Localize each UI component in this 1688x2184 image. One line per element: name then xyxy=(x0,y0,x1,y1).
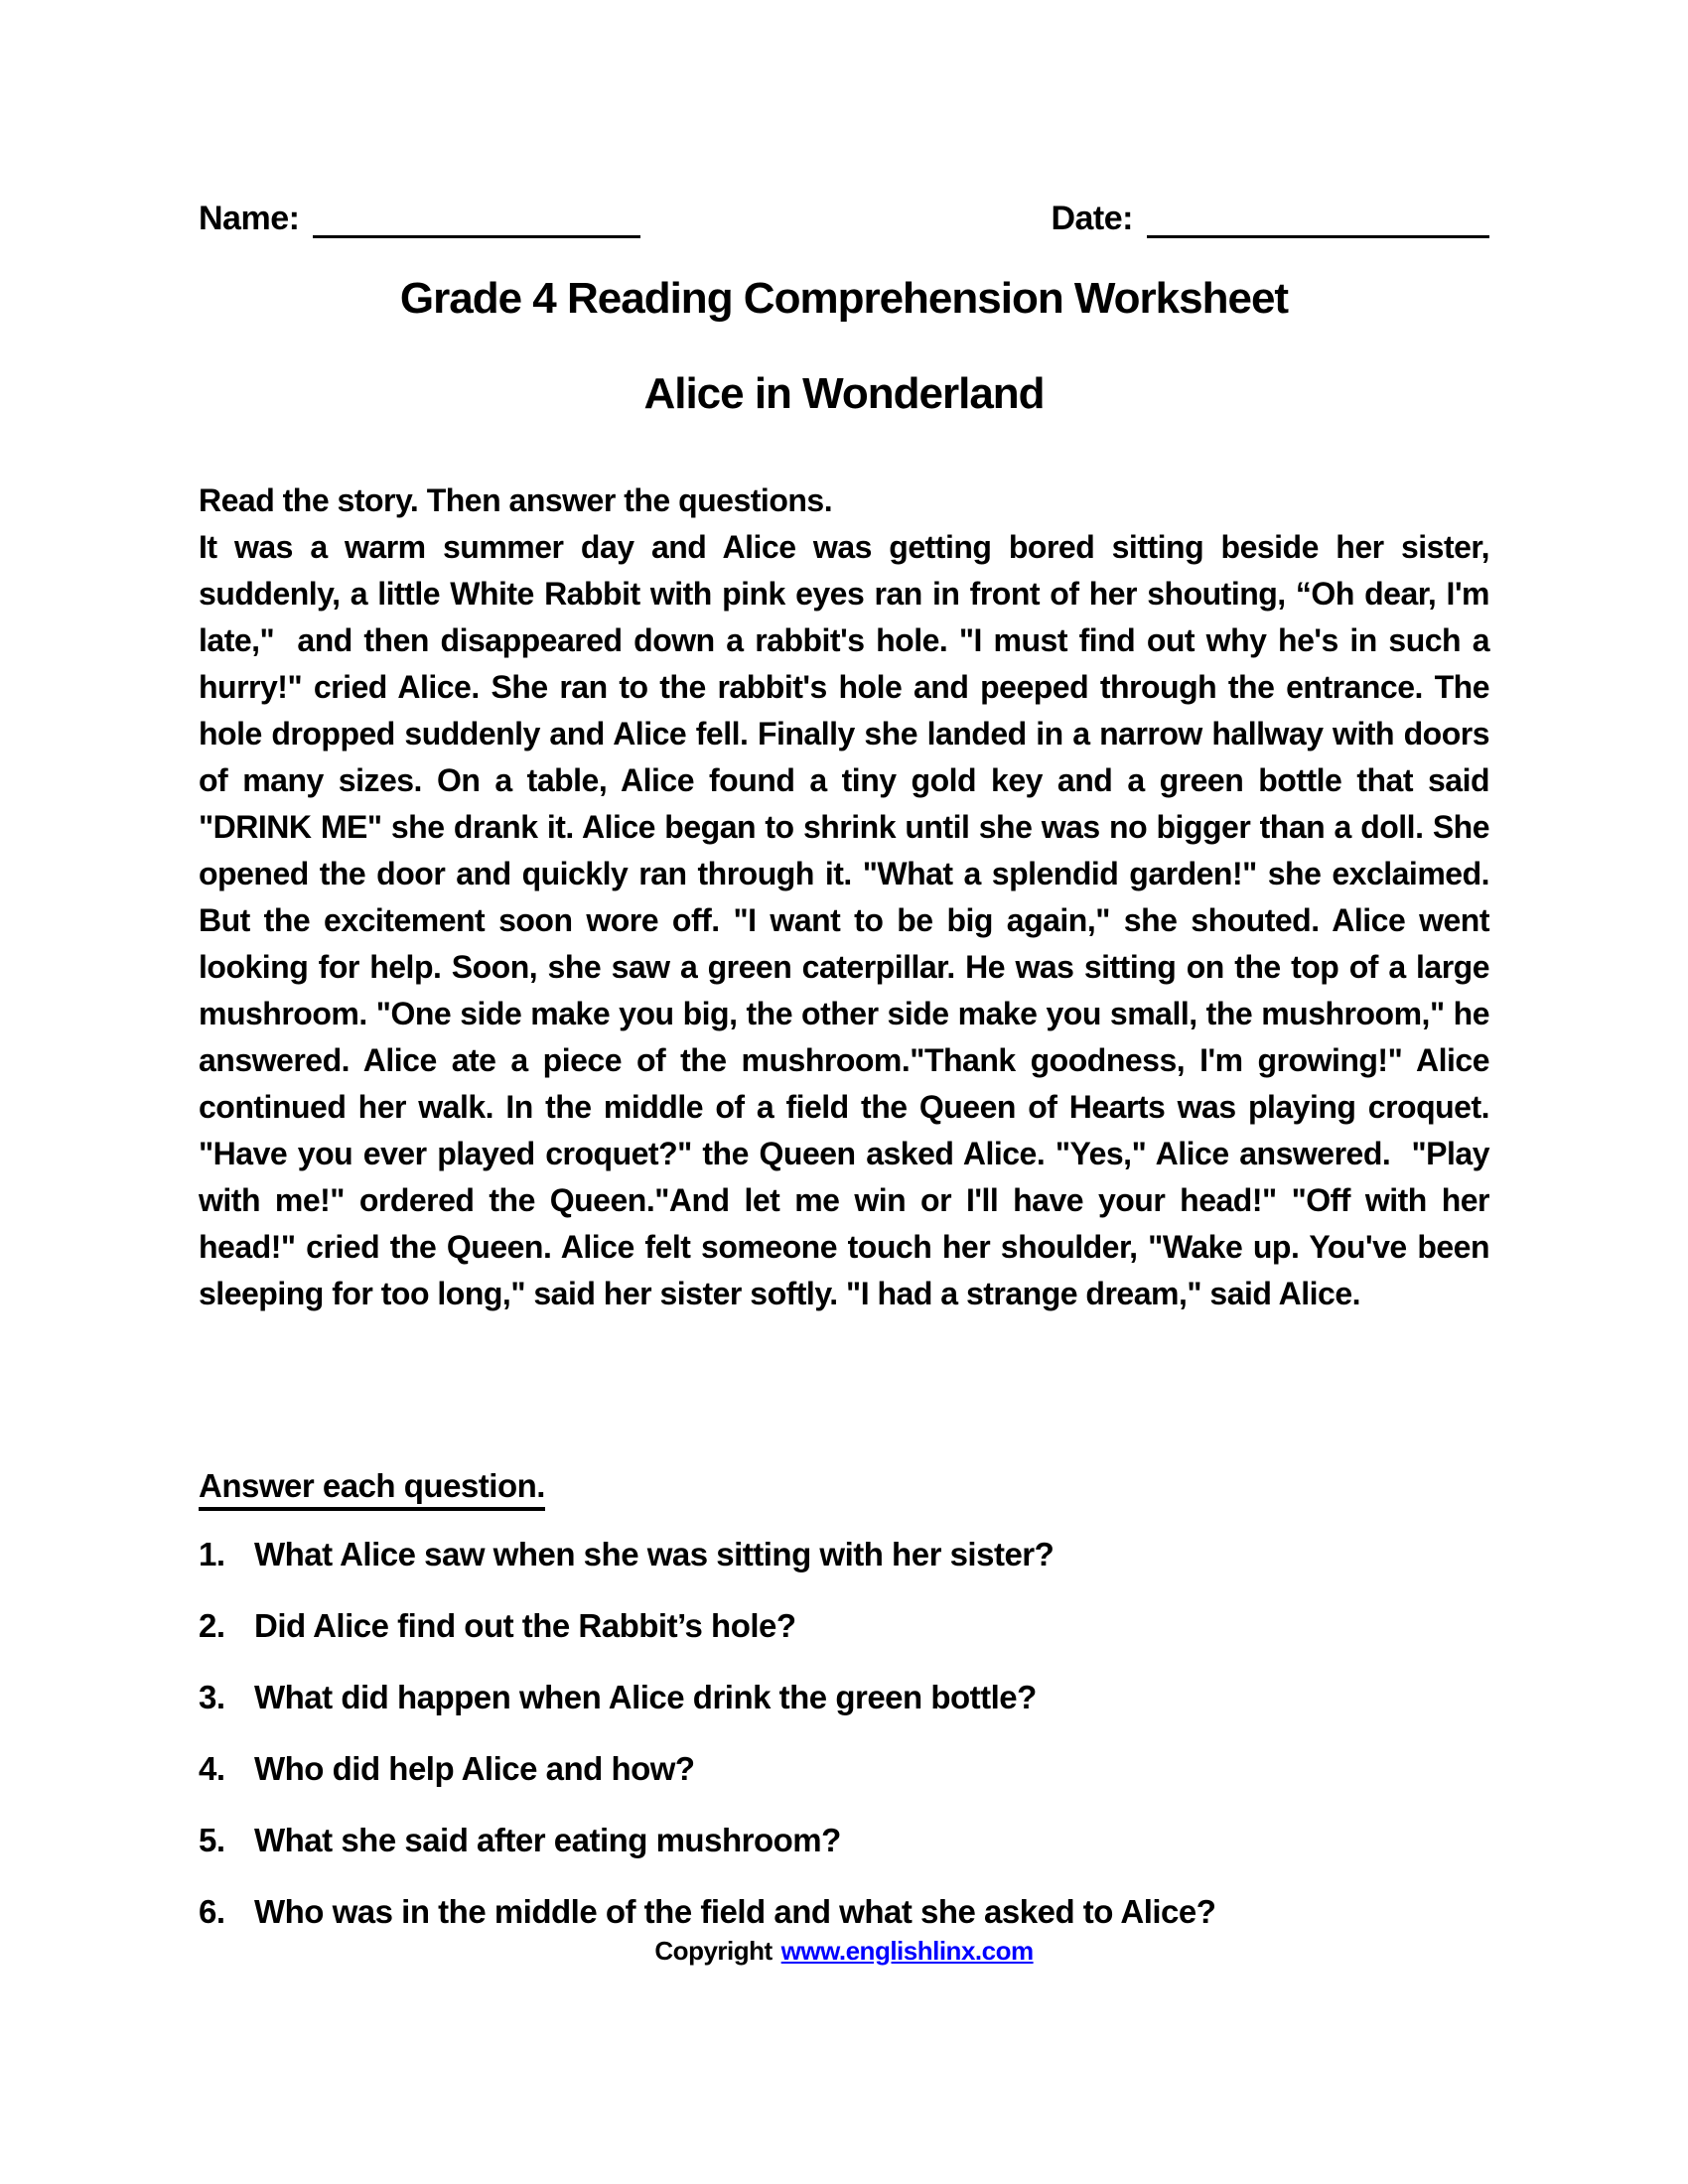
question-number: 5. xyxy=(199,1822,225,1858)
date-label: Date: xyxy=(1051,200,1133,237)
questions-heading: Answer each question. xyxy=(199,1468,545,1511)
question-text: What did happen when Alice drink the green bottle? xyxy=(254,1679,1037,1715)
questions-section xyxy=(199,1467,1489,1962)
question-text: Who was in the middle of the field and what she asked to Alice? xyxy=(254,1893,1216,1930)
page-subtitle: Alice in Wonderland xyxy=(643,369,1045,418)
website-link[interactable]: www.englishlinx.com xyxy=(780,1936,1034,1966)
page-title: Grade 4 Reading Comprehension Worksheet xyxy=(399,274,1289,323)
header-row xyxy=(199,199,1489,238)
question-item xyxy=(199,1747,1489,1791)
question-text: Who did help Alice and how? xyxy=(254,1750,695,1787)
story-section xyxy=(199,478,1506,1317)
question-item xyxy=(199,1890,1489,1934)
date-field xyxy=(1051,199,1489,238)
name-label: Name: xyxy=(199,200,300,237)
question-number: 1. xyxy=(199,1536,225,1572)
story-instruction: Read the story. Then answer the questions. xyxy=(199,482,833,518)
question-number: 2. xyxy=(199,1607,225,1644)
question-number: 6. xyxy=(199,1893,225,1930)
question-text: What she said after eating mushroom? xyxy=(254,1822,841,1858)
footer xyxy=(0,1936,1688,1967)
copyright-label: Copyright xyxy=(654,1936,773,1966)
question-item xyxy=(199,1819,1489,1862)
question-item xyxy=(199,1604,1489,1648)
question-text: What Alice saw when she was sitting with her sister? xyxy=(254,1536,1055,1572)
name-blank-line xyxy=(313,202,640,238)
question-number: 4. xyxy=(199,1750,225,1787)
questions-list xyxy=(199,1533,1489,1934)
name-field xyxy=(199,199,640,238)
date-blank-line xyxy=(1147,202,1489,238)
question-text: Did Alice find out the Rabbit’s hole? xyxy=(254,1607,796,1644)
question-item xyxy=(199,1676,1489,1719)
question-item xyxy=(199,1533,1489,1576)
question-number: 3. xyxy=(199,1679,225,1715)
story-text: It was a warm summer day and Alice was getting bored sitting beside her sister, suddenly, a little White Rabbit with pink eyes ran in front of her shouting, “Oh dear, I'm late," and then disappeared down a rabbit's hole. "I must find out why he's in such a hurry!" cried Alice. She ran to the rabbit's hole and peeped through the entrance. The hole dropped suddenly and Alice fell. Finally she landed in a narrow hallway with doors of many sizes. On a table, Alice found a tiny gold key and a green bottle that said "DRINK ME" she drank it. Alice began to shrink until she was no bigger than a doll. She opened the door and quickly ran through it. "What a splendid garden!" she exclaimed. But the excitement soon wore off. "I want to be big again," she shouted. Alice went looking for help. Soon, she saw a green caterpillar. He was sitting on the top of a large mushroom. "One side make you big, the other side make you small, the mushroom," he answered. Alice ate a piece of the mushroom."Thank goodness, I'm growing!" Alice continued her walk. In the middle of a field the Queen of Hearts was playing croquet. "Have you ever played croquet?" the Queen asked Alice. "Yes," Alice answered. "Play with me!" ordered the Queen."And let me win or I'll have your head!" "Off with her head!" cried the Queen. Alice felt someone touch her shoulder, "Wake up. You've been sleeping for too long," said her sister softly. "I had a strange dream," said Alice. xyxy=(199,529,1506,1311)
